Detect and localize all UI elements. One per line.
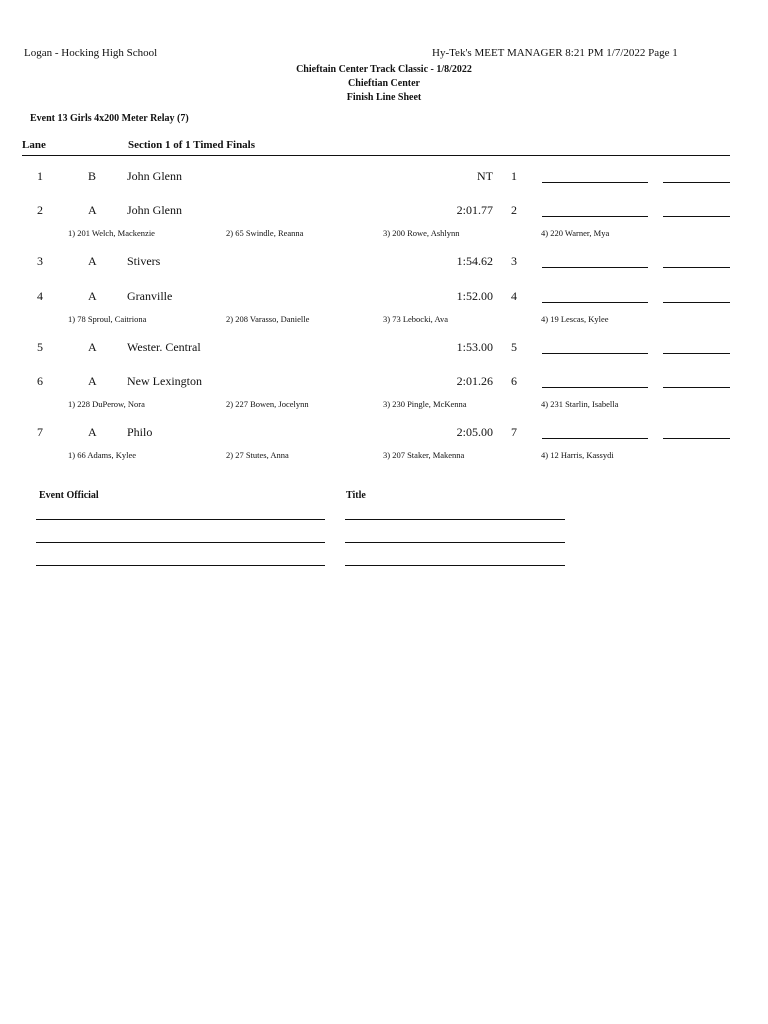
relay-runner: 3) 200 Rowe, Ashlynn: [383, 228, 460, 238]
lane-repeat: 7: [511, 425, 517, 439]
lane-repeat: 2: [511, 203, 517, 217]
relay-runner: 1) 66 Adams, Kylee: [68, 450, 136, 460]
team-name: John Glenn: [127, 203, 182, 217]
relay-runner: 2) 27 Stutes, Anna: [226, 450, 289, 460]
sheet-type: Finish Line Sheet: [346, 92, 422, 103]
meet-title: Chieftain Center Track Classic - 1/8/2022: [296, 64, 472, 75]
team-name: Wester. Central: [127, 340, 201, 354]
relay-runner: 4) 12 Harris, Kassydi: [541, 450, 614, 460]
lane-number: 2: [37, 203, 43, 217]
relay-runner: 1) 78 Sproul, Caitriona: [68, 314, 147, 324]
relay-runner: 1) 228 DuPerow, Nora: [68, 399, 145, 409]
relay-letter: A: [88, 254, 97, 268]
relay-letter: A: [88, 203, 97, 217]
relay-runner: 2) 227 Bowen, Jocelynn: [226, 399, 309, 409]
place-blank-line: [542, 353, 648, 354]
relay-runner: 4) 220 Warner, Mya: [541, 228, 610, 238]
school-name: Logan - Hocking High School: [24, 47, 158, 59]
title-label: Title: [346, 490, 366, 501]
time-blank-line: [663, 267, 730, 268]
lane-repeat: 5: [511, 340, 517, 354]
software-stamp: Hy-Tek's MEET MANAGER 8:21 PM 1/7/2022 Page 1: [432, 47, 678, 59]
relay-runner: 4) 19 Lescas, Kylee: [541, 314, 609, 324]
time-blank-line: [663, 216, 730, 217]
lane-number: 1: [37, 169, 43, 183]
seed-time: NT: [477, 169, 493, 183]
place-blank-line: [542, 438, 648, 439]
time-blank-line: [663, 182, 730, 183]
team-name: Granville: [127, 289, 173, 303]
team-name: New Lexington: [127, 374, 202, 388]
header-rule: [22, 155, 730, 156]
title-signature-line: [345, 542, 565, 543]
relay-runner: 3) 207 Staker, Makenna: [383, 450, 465, 460]
seed-time: 2:01.26: [456, 374, 493, 388]
place-blank-line: [542, 387, 648, 388]
lane-column-header: Lane: [22, 139, 46, 151]
seed-time: 2:05.00: [456, 425, 493, 439]
seed-time: 1:54.62: [456, 254, 493, 268]
lane-number: 3: [37, 254, 43, 268]
time-blank-line: [663, 353, 730, 354]
time-blank-line: [663, 438, 730, 439]
section-header: Section 1 of 1 Timed Finals: [128, 139, 256, 151]
lane-repeat: 3: [511, 254, 517, 268]
relay-letter: A: [88, 340, 97, 354]
place-blank-line: [542, 267, 648, 268]
lane-number: 5: [37, 340, 43, 354]
title-signature-line: [345, 519, 565, 520]
official-signature-line: [36, 542, 325, 543]
team-name: John Glenn: [127, 169, 182, 183]
relay-runner: 3) 230 Pingle, McKenna: [383, 399, 467, 409]
event-official-label: Event Official: [39, 490, 99, 501]
lane-repeat: 1: [511, 169, 517, 183]
official-signature-line: [36, 519, 325, 520]
team-name: Stivers: [127, 254, 161, 268]
official-signature-line: [36, 565, 325, 566]
venue-name: Chieftian Center: [348, 78, 420, 89]
relay-runner: 4) 231 Starlin, Isabella: [541, 399, 619, 409]
relay-letter: A: [88, 289, 97, 303]
seed-time: 2:01.77: [456, 203, 493, 217]
team-name: Philo: [127, 425, 153, 439]
time-blank-line: [663, 387, 730, 388]
lane-number: 4: [37, 289, 43, 303]
lane-repeat: 6: [511, 374, 517, 388]
relay-runner: 1) 201 Welch, Mackenzie: [68, 228, 155, 238]
lane-number: 7: [37, 425, 43, 439]
time-blank-line: [663, 302, 730, 303]
relay-runner: 2) 208 Varasso, Danielle: [226, 314, 310, 324]
relay-runner: 2) 65 Swindle, Reanna: [226, 228, 304, 238]
relay-letter: A: [88, 425, 97, 439]
event-title: Event 13 Girls 4x200 Meter Relay (7): [30, 113, 189, 124]
relay-letter: A: [88, 374, 97, 388]
place-blank-line: [542, 182, 648, 183]
seed-time: 1:52.00: [456, 289, 493, 303]
relay-letter: B: [88, 169, 97, 183]
seed-time: 1:53.00: [456, 340, 493, 354]
lane-number: 6: [37, 374, 43, 388]
place-blank-line: [542, 302, 648, 303]
relay-runner: 3) 73 Lebocki, Ava: [383, 314, 448, 324]
title-signature-line: [345, 565, 565, 566]
lane-repeat: 4: [511, 289, 517, 303]
place-blank-line: [542, 216, 648, 217]
